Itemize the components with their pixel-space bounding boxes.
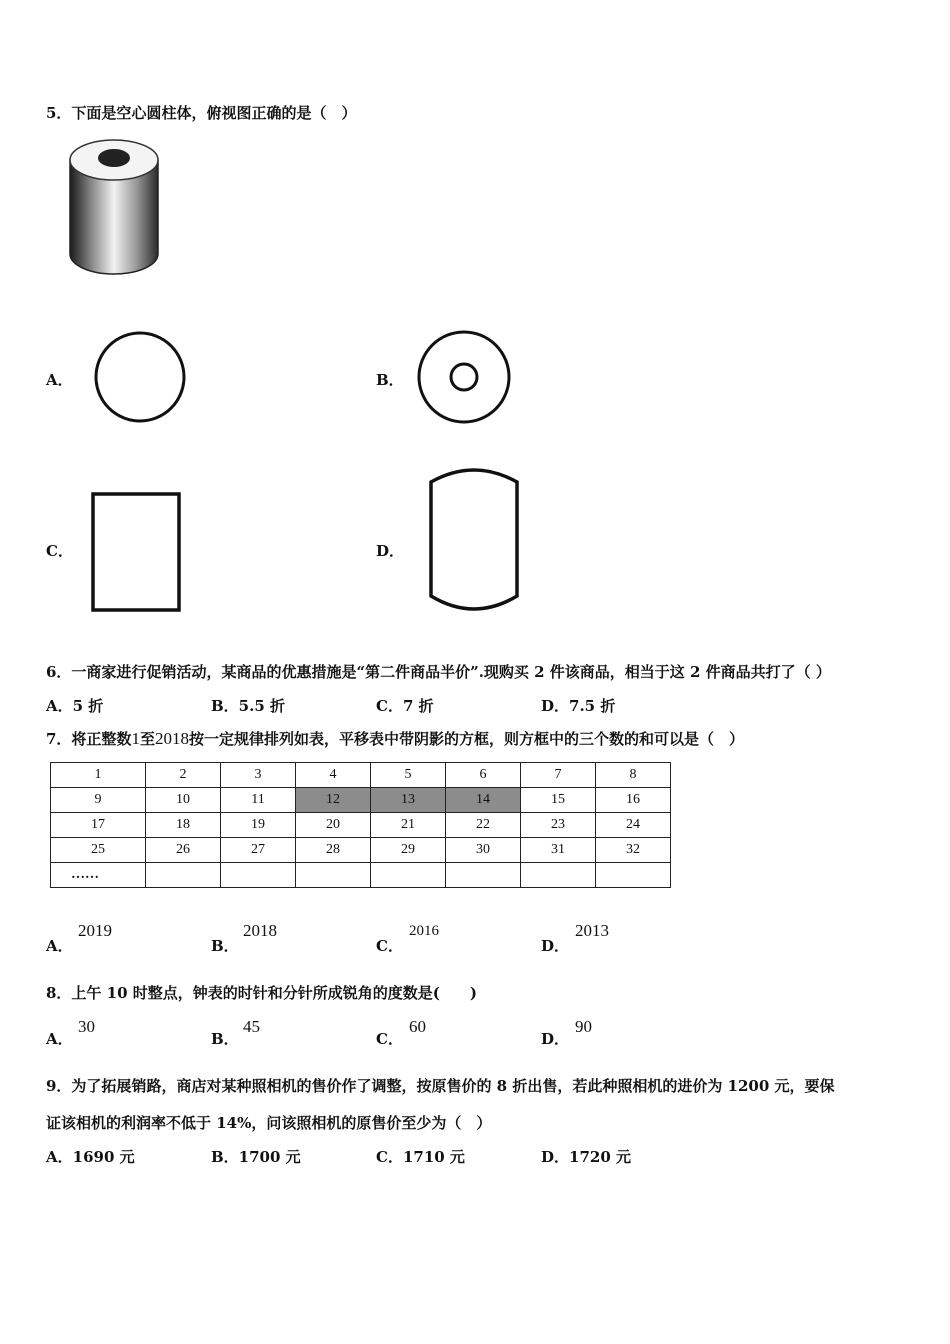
q6-option-b: B．5.5 折 (211, 697, 285, 715)
table-cell: 3 (221, 763, 296, 788)
table-cell: 24 (596, 813, 671, 838)
option-b-ring-figure (414, 328, 518, 428)
table-cell (296, 863, 371, 888)
table-cell: 22 (446, 813, 521, 838)
q8-option-d-label: D． (541, 1030, 570, 1048)
q7-text (46, 728, 744, 749)
q7-n2: 2018 (154, 729, 189, 748)
number-table (50, 762, 671, 888)
table-cell (146, 863, 221, 888)
q9-option-d: D．1720 元 (541, 1148, 631, 1166)
table-cell: 10 (146, 788, 221, 813)
q8-option-a-value: 30 (78, 1017, 95, 1036)
option-c-rectangle-figure (88, 490, 184, 616)
table-cell: 6 (446, 763, 521, 788)
table-cell: 1 (51, 763, 146, 788)
table-cell: 16 (596, 788, 671, 813)
table-cell: 28 (296, 838, 371, 863)
q7-option-a-value: 2019 (78, 921, 112, 940)
table-cell: 11 (221, 788, 296, 813)
hollow-cylinder-figure (62, 132, 166, 280)
q9-text-line1: 9．为了拓展销路，商店对某种照相机的售价作了调整，按原售价的 8 折出售，若此种照相机的进价为 1200 元，要保 (46, 1077, 835, 1095)
option-d-rounded-shape-figure (424, 462, 524, 618)
q8-option-b-label: B． (211, 1030, 239, 1048)
table-cell: 2 (146, 763, 221, 788)
table-cell: 5 (371, 763, 446, 788)
q6-option-d: D．7.5 折 (541, 697, 616, 715)
table-cell: 18 (146, 813, 221, 838)
q8-option-b-value: 45 (243, 1017, 260, 1036)
q8-option-c-label: C． (376, 1030, 403, 1048)
shaded-table-cell: 12 (296, 788, 371, 813)
q7-option-b-label: B． (211, 937, 239, 955)
q7-option-c-label: C． (376, 937, 403, 955)
table-cell: 15 (521, 788, 596, 813)
q5-text: 5．下面是空心圆柱体，俯视图正确的是（ ） (46, 104, 357, 122)
shaded-table-cell: 14 (446, 788, 521, 813)
q7-option-d-label: D． (541, 937, 570, 955)
table-cell (446, 863, 521, 888)
q5-option-c-label: C． (46, 542, 73, 560)
q9-option-b: B．1700 元 (211, 1148, 301, 1166)
q8-option-a-label: A． (46, 1030, 73, 1048)
q8-option-c-value: 60 (409, 1017, 426, 1036)
q5-option-d-label: D． (376, 542, 405, 560)
table-cell: 9 (51, 788, 146, 813)
q7-option-a-label: A． (46, 937, 73, 955)
q7-option-c-value: 2016 (409, 923, 439, 939)
q6-option-c: C．7 折 (376, 697, 434, 715)
table-row (51, 788, 671, 813)
table-cell (371, 863, 446, 888)
q7-option-d-value: 2013 (575, 921, 609, 940)
q7-mid: 至 (139, 730, 155, 748)
table-cell: 20 (296, 813, 371, 838)
table-row (51, 813, 671, 838)
table-cell: 32 (596, 838, 671, 863)
shaded-table-cell: 13 (371, 788, 446, 813)
table-cell: 27 (221, 838, 296, 863)
table-cell: 7 (521, 763, 596, 788)
table-cell (221, 863, 296, 888)
table-cell: 21 (371, 813, 446, 838)
q6-text: 6．一商家进行促销活动，某商品的优惠措施是“第二件商品半价”.现购买 2 件该商品，相当于这 2 件商品共打了（ ） (46, 663, 831, 681)
option-a-circle-figure (90, 328, 190, 428)
table-row (51, 838, 671, 863)
table-cell: 25 (51, 838, 146, 863)
table-cell: 26 (146, 838, 221, 863)
table-cell: 23 (521, 813, 596, 838)
table-cell: 30 (446, 838, 521, 863)
q8-option-d-value: 90 (575, 1017, 592, 1036)
table-cell: 29 (371, 838, 446, 863)
q8-text: 8．上午 10 时整点，钟表的时针和分针所成锐角的度数是( ) (46, 984, 477, 1002)
table-cell: 8 (596, 763, 671, 788)
q6-option-a: A．5 折 (46, 697, 104, 715)
table-cell (521, 863, 596, 888)
q5-option-b-label: B． (376, 371, 404, 389)
table-cell: 17 (51, 813, 146, 838)
q9-option-a: A．1690 元 (46, 1148, 135, 1166)
table-cell: 19 (221, 813, 296, 838)
table-cell: 4 (296, 763, 371, 788)
q7-prefix: 7．将正整数 (46, 730, 132, 748)
q7-suffix: 按一定规律排列如表，平移表中带阴影的方框，则方框中的三个数的和可以是（ ） (188, 730, 744, 748)
q7-option-b-value: 2018 (243, 921, 277, 940)
table-row (51, 863, 671, 888)
q7-n1: 1 (131, 729, 140, 748)
q9-option-c: C．1710 元 (376, 1148, 465, 1166)
q5-option-a-label: A． (46, 371, 73, 389)
table-cell (596, 863, 671, 888)
table-cell-ellipsis: …… (51, 863, 146, 888)
table-row (51, 763, 671, 788)
q9-text-line2: 证该相机的利润率不低于 14%，问该照相机的原售价至少为（ ） (46, 1114, 492, 1132)
table-cell: 31 (521, 838, 596, 863)
